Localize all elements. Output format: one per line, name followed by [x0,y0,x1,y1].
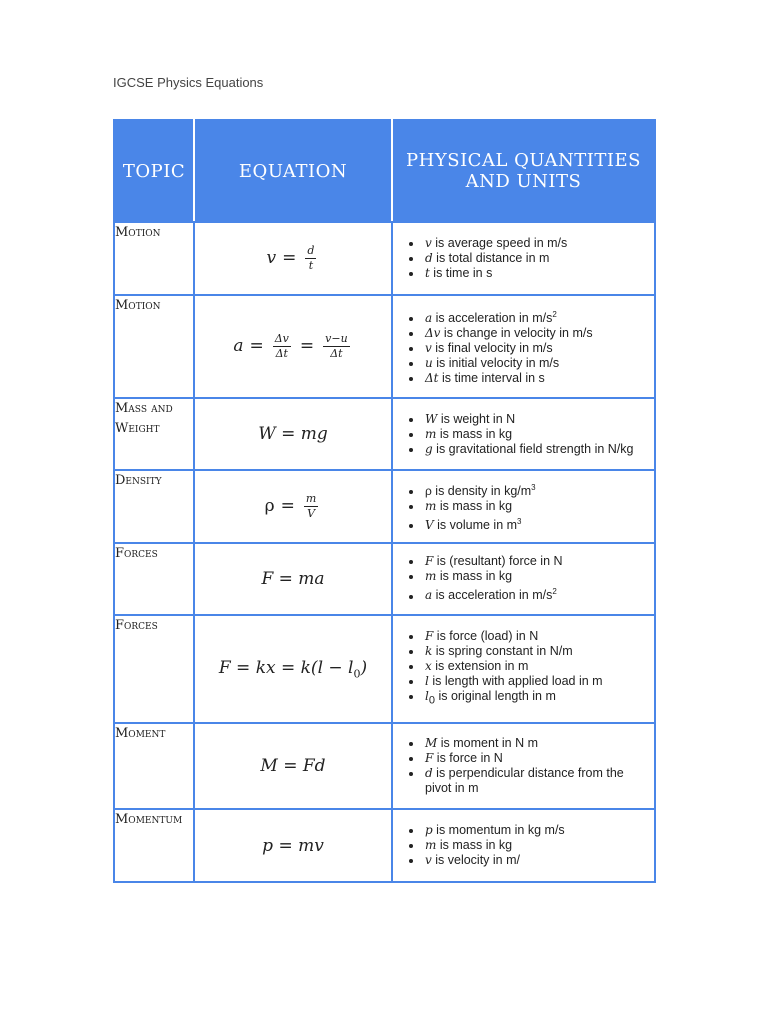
list-item [423,751,650,766]
superscript: 2 [552,587,557,597]
subscript: 0 [428,694,435,707]
table-row [114,543,655,615]
eq-part2: ) [360,657,368,678]
description: is weight in N [437,411,516,426]
equation-cell: M = Fd [194,723,392,809]
eq-subscript: 0 [353,667,361,681]
symbol: t [425,266,430,280]
fraction [323,333,350,360]
list-item [423,251,650,266]
list-item [423,341,650,356]
description: is total distance in m [432,251,550,265]
description: is length with applied load in m [428,674,603,689]
description: is perpendicular distance from the pivot in m [425,766,624,795]
description: is volume in m [433,518,518,533]
symbol: u [425,356,433,371]
table-row [114,295,655,398]
symbol: F [425,751,434,765]
topic-cell: Moment [114,723,194,809]
description: is extension in m [431,659,529,674]
equation-cell [194,222,392,295]
topic-cell: Motion [114,295,194,398]
topic-line1: Mass and [115,401,173,416]
list-item [423,307,650,326]
list-item [423,266,650,281]
list-item [423,689,650,709]
quantities-cell [392,543,655,615]
quantities-cell [392,295,655,398]
table-row [114,809,655,882]
topic-cell: Momentum [114,809,194,882]
header-quantities [392,120,655,222]
symbol: v [425,853,432,867]
symbol: V [425,518,434,533]
fraction-numerator: d [307,244,315,257]
superscript: 3 [531,482,536,492]
list-item [423,499,650,514]
description: is moment in N m [437,736,539,750]
eq-lhs: a [233,336,244,356]
list-item [423,236,650,251]
fraction [305,245,316,272]
topic-cell: Motion [114,222,194,295]
description: is force (load) in N [433,629,539,644]
topic-cell: Forces [114,543,194,615]
fraction-numerator: Δv [274,332,289,345]
list-item [423,480,650,499]
symbol: F [425,629,434,644]
superscript: 3 [517,517,522,526]
list-item [423,442,650,457]
description: is mass in kg [436,569,513,584]
list-item [423,766,650,796]
symbol: m [425,838,437,852]
list-item [423,371,650,386]
equation-cell: W = mg [194,398,392,470]
list-item [423,736,650,751]
equation-cell: F = ma [194,543,392,615]
description: is (resultant) force in N [433,554,563,569]
equation-cell [194,470,392,543]
fraction-numerator: v−u [325,332,348,345]
fraction-denominator: Δt [330,347,343,360]
topic-line2: Weight [115,421,160,436]
symbol: m [425,426,437,441]
description: is change in velocity in m/s [440,326,593,341]
description: is average speed in m/s [431,236,568,250]
symbol: M [425,736,438,750]
list-item [423,674,650,689]
description: is initial velocity in m/s [432,356,560,371]
symbol: Δt [425,371,439,386]
symbol: g [425,441,433,456]
description: is final velocity in m/s [431,341,553,356]
symbol: l [425,689,429,704]
eq-lhs: v [266,248,277,268]
fraction-numerator: m [305,492,317,505]
table-row [114,615,655,723]
description: is mass in kg [436,426,513,441]
description: is acceleration in m/s [432,311,553,326]
symbol: a [425,588,433,603]
list-item [423,823,650,838]
fraction-denominator: V [307,507,316,520]
equation-cell: p = mv [194,809,392,882]
symbol: m [425,569,437,584]
description: is original length in m [434,689,556,704]
symbol: x [425,659,432,674]
description: is force in N [433,751,503,765]
description: is mass in kg [436,499,513,513]
quantities-cell [392,470,655,543]
table-row [114,470,655,543]
document-title: IGCSE Physics Equations [113,75,264,90]
description: is momentum in kg m/s [432,823,565,837]
fraction [273,333,291,360]
symbol: d [425,766,433,780]
list-item [423,569,650,584]
symbol: l [425,674,429,689]
fraction-denominator: t [308,259,314,272]
fraction [304,493,318,520]
list-item [423,838,650,853]
list-item [423,659,650,674]
list-item [423,326,650,341]
eq-equals: = [280,496,295,516]
list-item [423,356,650,371]
table-row [114,723,655,809]
list-item [423,514,650,533]
description: is density in kg/m [431,484,532,498]
symbol: v [425,341,432,356]
list-item [423,427,650,442]
description: is spring constant in N/m [432,644,573,659]
list-item [423,644,650,659]
description: is time in s [429,266,493,280]
description: is mass in kg [436,838,513,852]
quantities-cell [392,615,655,723]
symbol: p [425,823,433,837]
quantities-cell [392,398,655,470]
list-item [423,584,650,603]
eq-equals: = [249,336,264,356]
symbol: W [425,411,438,426]
list-item [423,554,650,569]
symbol: m [425,499,437,513]
quantities-cell [392,222,655,295]
description: is gravitational field strength in N/kg [432,441,634,456]
header-equation: EQUATION [194,120,392,222]
table-row [114,222,655,295]
list-item [423,853,650,868]
symbol: Δv [425,326,441,341]
symbol: k [425,644,433,659]
symbol: d [425,251,433,265]
eq-equals: = [282,248,297,268]
table-row [114,398,655,470]
description: is acceleration in m/s [432,588,553,603]
topic-cell: Forces [114,615,194,723]
topic-cell [114,398,194,470]
symbol: ρ [425,484,432,498]
list-item [423,629,650,644]
quantities-cell [392,809,655,882]
table-header-row [114,120,655,222]
eq-equals: = [299,336,315,356]
topic-cell: Density [114,470,194,543]
superscript: 2 [552,309,557,319]
fraction-denominator: Δt [275,347,288,360]
symbol: v [425,236,432,250]
quantities-cell [392,723,655,809]
eq-part1: F = kx = k(l − l [218,657,354,678]
description: is velocity in m/ [431,853,520,867]
header-quantities-line1: PHYSICAL QUANTITIES [406,150,641,171]
symbol: F [425,554,434,569]
equation-cell [194,295,392,398]
symbol: a [425,311,433,326]
header-topic: TOPIC [114,120,194,222]
eq-lhs: ρ [264,496,275,516]
description: is time interval in s [438,371,545,386]
header-quantities-line2: AND UNITS [465,171,582,192]
list-item [423,412,650,427]
equation-cell [194,615,392,723]
equations-table [113,119,656,883]
